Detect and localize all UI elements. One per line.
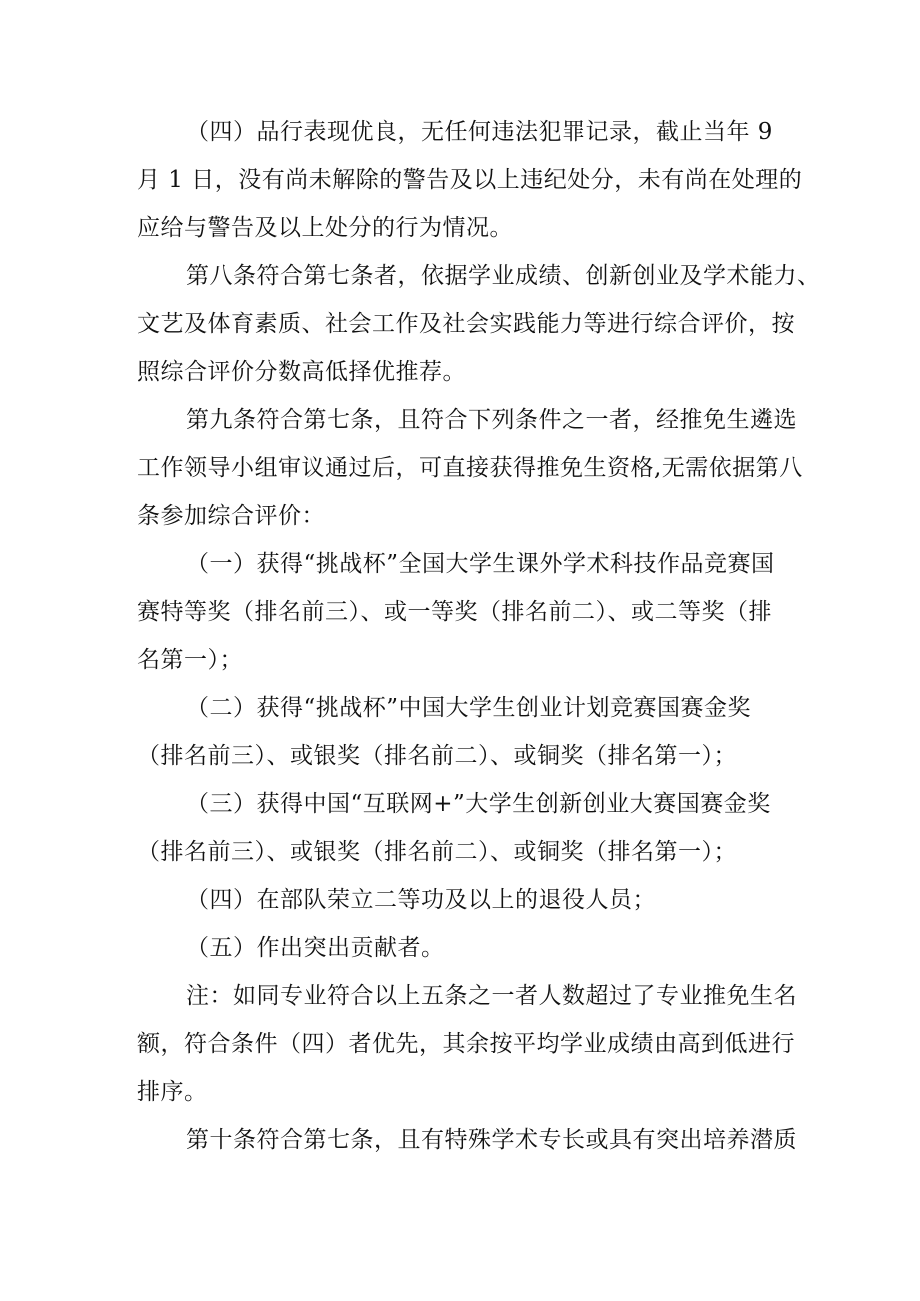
text-line-item-1-start: （一）获得“挑战杯”全国大学生课外学术科技作品竞赛国 [186,551,775,577]
text-line-item-2-end: （排名前三）、或银奖（排名前二）、或铜奖（排名第一）； [137,743,737,769]
text-line-article-8-end: 照综合评价分数高低择优推荐。 [137,359,466,385]
text-line-clause-4-cont: 月 1 日，没有尚未解除的警告及以上违纪处分，未有尚在处理的 [137,167,803,193]
text-line-clause-4-start: （四）品行表现优良，无任何违法犯罪记录，截止当年 9 [186,119,773,145]
text-line-item-3-start: （三）获得中国“互联网+”大学生创新创业大赛国赛金奖 [186,791,771,817]
text-line-item-1-cont: 赛特等奖（排名前三）、或一等奖（排名前二）、或二等奖（排 [137,599,772,625]
text-line-item-5: （五）作出突出贡献者。 [186,935,445,961]
text-line-note-cont: 额，符合条件（四）者优先，其余按平均学业成绩由高到低进行 [137,1031,795,1057]
text-line-article-9-cont: 工作领导小组审议通过后，可直接获得推免生资格,无需依据第八 [137,455,803,481]
text-line-item-3-end: （排名前三）、或银奖（排名前二）、或铜奖（排名第一）； [137,839,737,865]
text-line-article-9-start: 第九条符合第七条，且符合下列条件之一者，经推免生遴选 [186,407,797,433]
text-line-note-end: 排序。 [137,1079,208,1105]
text-line-article-10-start: 第十条符合第七条，且有特殊学术专长或具有突出培养潜质 [186,1127,797,1153]
text-line-item-4: （四）在部队荣立二等功及以上的退役人员； [186,887,656,913]
text-line-article-8-start: 第八条符合第七条者，依据学业成绩、创新创业及学术能力、 [186,263,821,289]
text-line-clause-4-end: 应给与警告及以上处分的行为情况。 [137,215,513,241]
text-line-article-8-cont: 文艺及体育素质、社会工作及社会实践能力等进行综合评价，按 [137,311,795,337]
text-line-item-1-end: 名第一）； [137,647,243,673]
text-line-item-2-start: （二）获得“挑战杯”中国大学生创业计划竞赛国赛金奖 [186,695,752,721]
text-line-article-9-end: 条参加综合评价： [137,503,325,529]
text-line-note-start: 注：如同专业符合以上五条之一者人数超过了专业推免生名 [186,983,797,1009]
